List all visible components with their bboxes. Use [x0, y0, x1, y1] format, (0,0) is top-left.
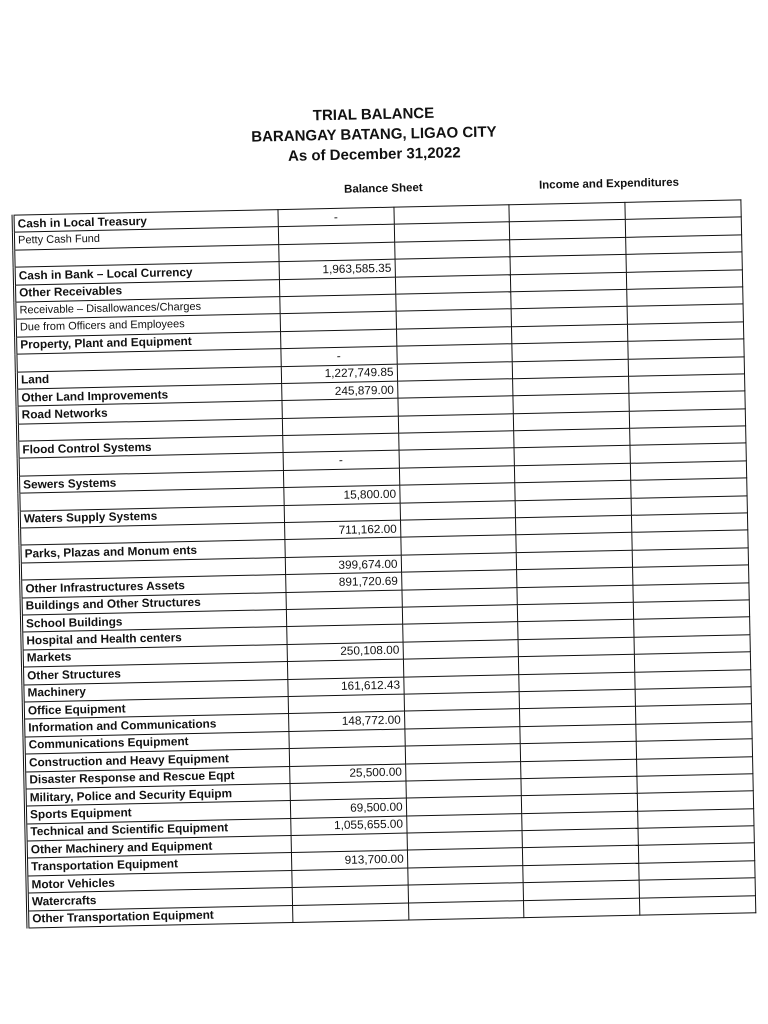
- account-name: School Buildings: [21, 610, 286, 633]
- account-name: Other Machinery and Equipment: [26, 836, 291, 859]
- balance-amount: -: [278, 207, 394, 227]
- balance-amount: 250,108.00: [287, 642, 403, 662]
- account-name: Other Transportation Equipment: [28, 905, 293, 928]
- balance-amount: 15,800.00: [284, 485, 400, 505]
- account-name: Cash in Local Treasury: [13, 210, 278, 233]
- as-of-date: As of December 31,2022: [287, 144, 461, 165]
- entity-name: BARANGAY BATANG, LIGAO CITY: [251, 123, 497, 146]
- account-name: Machinery: [23, 679, 288, 702]
- trial-balance-table: [12, 199, 757, 928]
- account-name: Hospital and Health centers: [22, 627, 287, 650]
- account-name: Land: [16, 366, 281, 389]
- account-name: Sewers Systems: [18, 470, 283, 493]
- account-name: Petty Cash Fund: [13, 227, 278, 250]
- account-name: Disaster Response and Rescue Eqpt: [25, 766, 290, 789]
- account-name: Flood Control Systems: [18, 436, 283, 459]
- balance-amount: 25,500.00: [289, 764, 405, 784]
- document-header: [0, 98, 750, 171]
- balance-amount: 913,700.00: [291, 851, 407, 871]
- balance-amount: 148,772.00: [288, 711, 404, 731]
- account-name: Motor Vehicles: [27, 870, 292, 893]
- empty-cell: [524, 898, 640, 918]
- account-name: Other Infrastructures Assets: [21, 575, 286, 598]
- account-name: Other Land Improvements: [17, 383, 282, 406]
- account-name: Communications Equipment: [24, 731, 289, 754]
- document-title: TRIAL BALANCE: [312, 104, 435, 125]
- account-name: Other Structures: [23, 662, 288, 685]
- account-name: Road Networks: [17, 401, 282, 424]
- empty-cell: [640, 895, 756, 915]
- balance-amount: -: [281, 346, 397, 366]
- account-name: Due from Officers and Employees: [15, 314, 280, 337]
- account-name: Cash in Bank – Local Currency: [14, 262, 279, 285]
- balance-sheet-header: Balance Sheet: [343, 182, 423, 196]
- balance-amount: 69,500.00: [290, 798, 406, 818]
- empty-cell: [408, 900, 524, 920]
- account-name: Transportation Equipment: [27, 853, 292, 876]
- balance-amount: 1,055,655.00: [291, 816, 407, 836]
- account-name: Buildings and Other Structures: [21, 592, 286, 615]
- income-expenditures-header: Income and Expenditures: [538, 176, 680, 192]
- account-name: Information and Communications: [24, 714, 289, 737]
- balance-amount: 161,612.43: [288, 677, 404, 697]
- balance-amount: 1,963,585.35: [279, 259, 395, 279]
- balance-amount: -: [283, 451, 399, 471]
- account-name: Property, Plant and Equipment: [16, 331, 281, 354]
- balance-amount: 711,162.00: [284, 520, 400, 540]
- balance-amount: [292, 903, 408, 923]
- balance-amount: 1,227,749.85: [281, 364, 397, 384]
- account-name: Sports Equipment: [25, 801, 290, 824]
- account-name: Other Receivables: [14, 279, 279, 302]
- trial-balance-body: [13, 200, 756, 928]
- account-name: Watercrafts: [27, 888, 292, 911]
- balance-amount: 891,720.69: [285, 572, 401, 592]
- account-name: Waters Supply Systems: [19, 505, 284, 528]
- account-name: Military, Police and Security Equipm: [25, 783, 290, 806]
- trial-balance-sheet: [0, 92, 767, 948]
- account-name: Construction and Heavy Equipment: [24, 749, 289, 772]
- balance-amount: 245,879.00: [281, 381, 397, 401]
- account-name: Parks, Plazas and Monum ents: [20, 540, 285, 563]
- account-name: Technical and Scientific Equipment: [26, 818, 291, 841]
- balance-amount: 399,674.00: [285, 555, 401, 575]
- account-name: Receivable – Disallowances/Charges: [15, 297, 280, 320]
- account-name: Office Equipment: [23, 696, 288, 719]
- account-name: Markets: [22, 644, 287, 667]
